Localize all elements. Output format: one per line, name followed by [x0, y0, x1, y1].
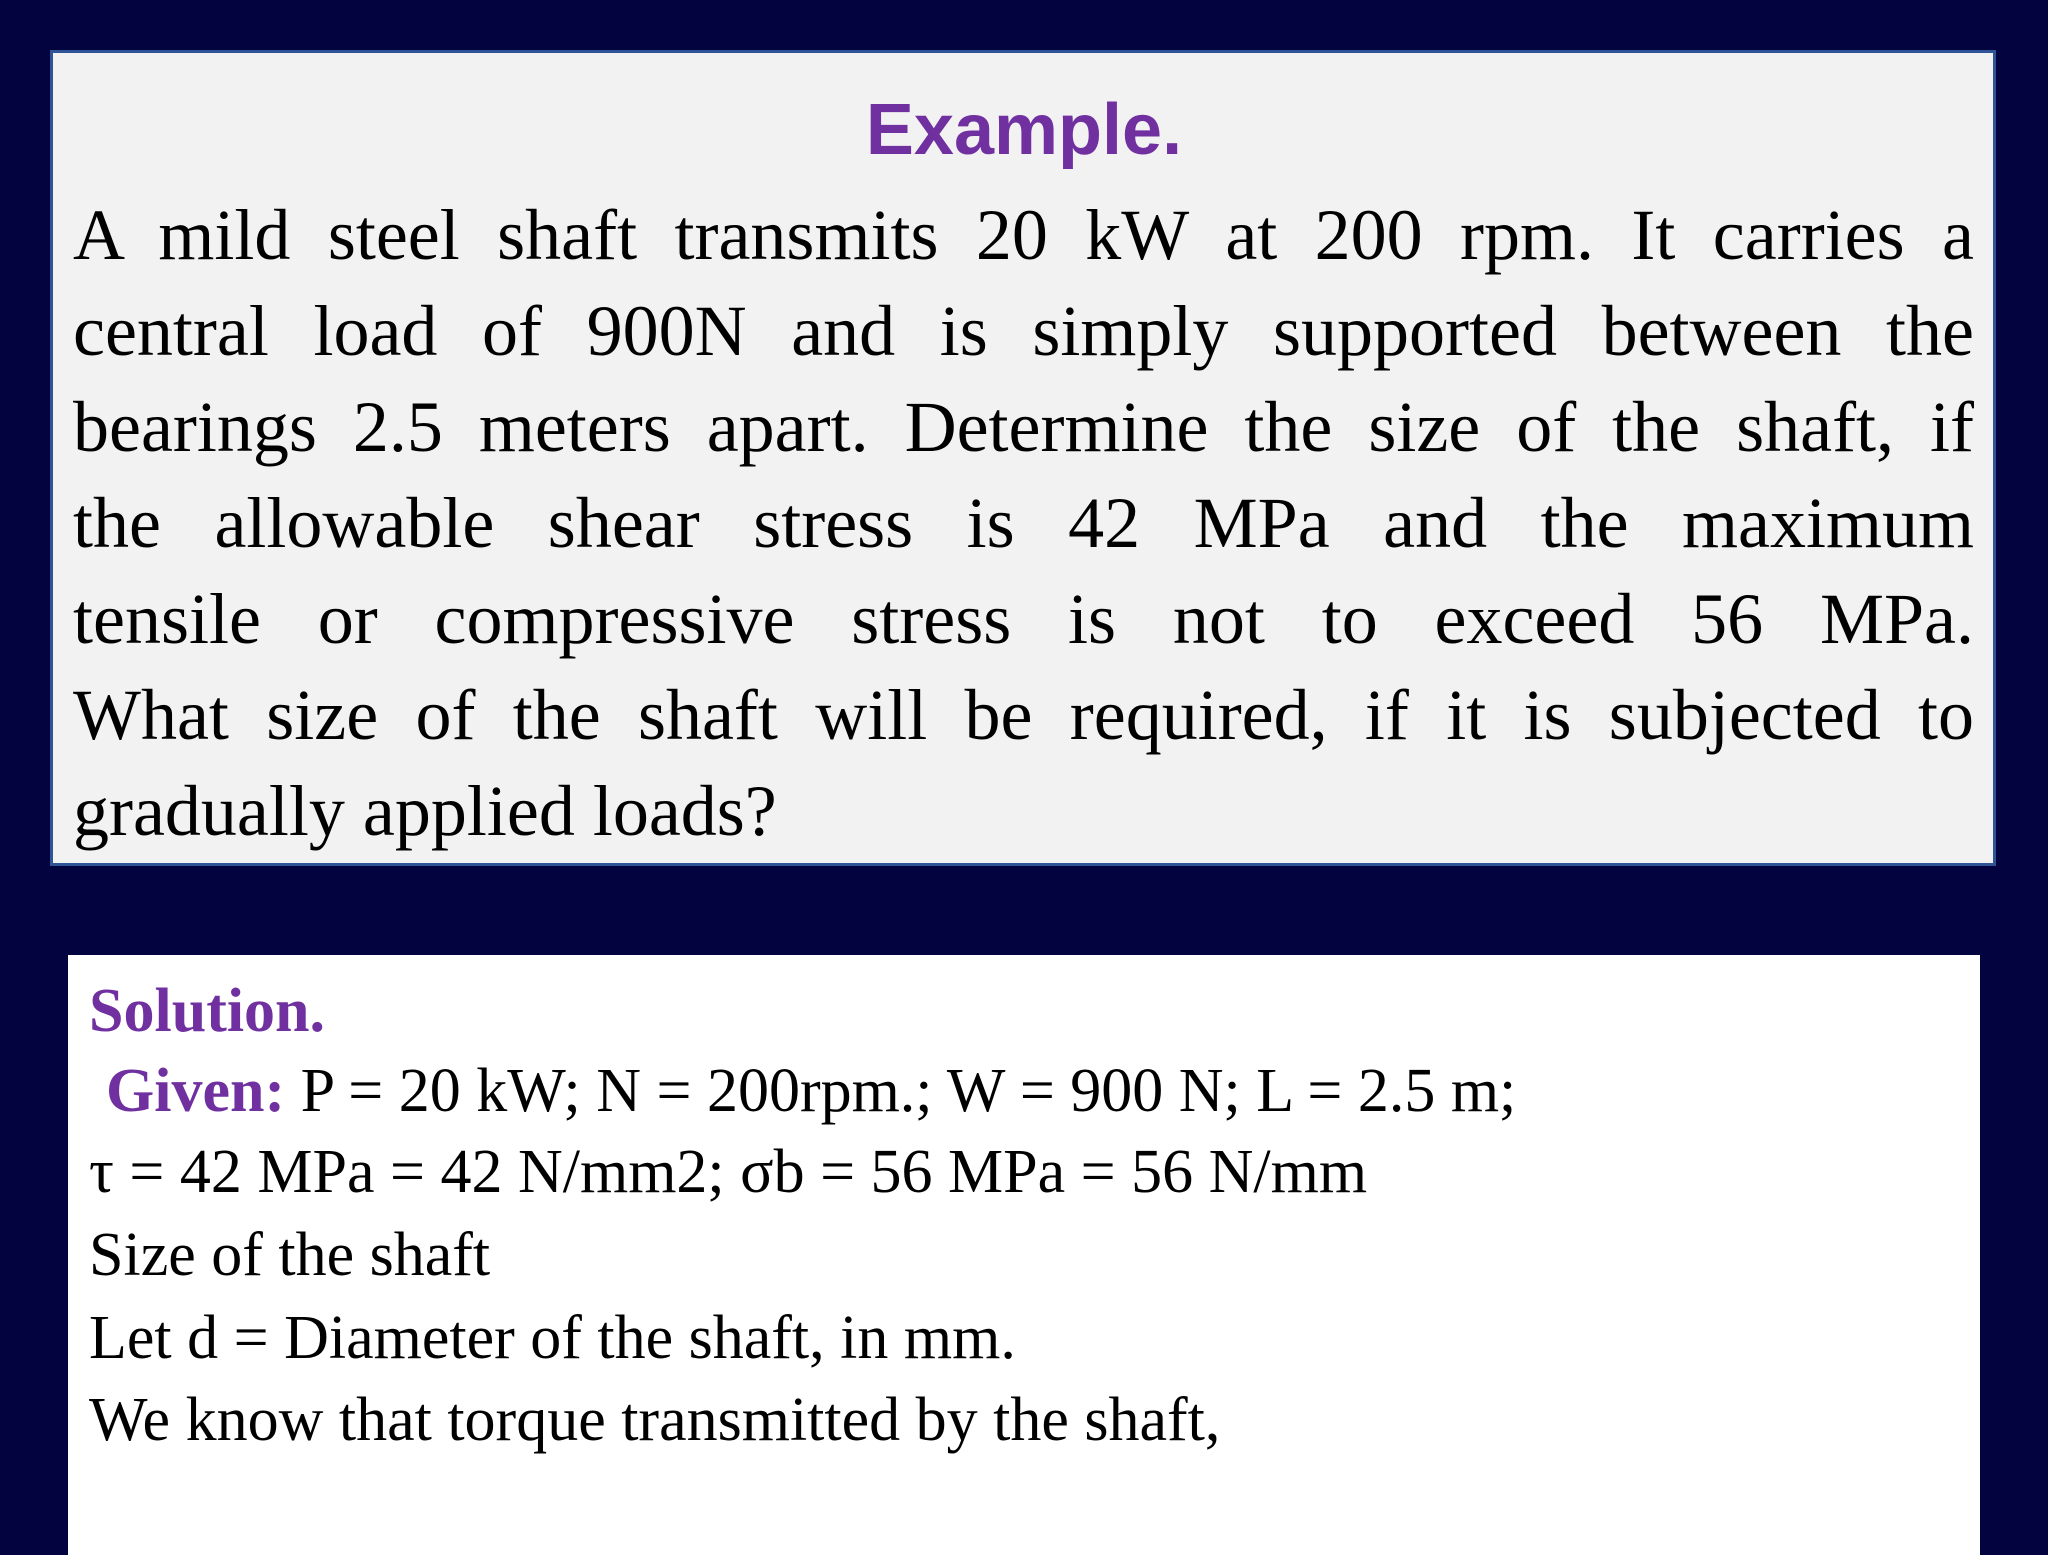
example-title: Example. — [865, 90, 1183, 170]
example-text-line: gradually applied loads? — [73, 771, 777, 851]
section-heading: Size of the shaft — [89, 1221, 491, 1289]
example-text-line: bearings 2.5 meters apart. Determine the size of the shaft, if — [73, 387, 1974, 467]
example-text-line: What size of the shaft will be required, if it is subjected to — [73, 675, 1974, 755]
torque-statement: We know that torque transmitted by the shaft, — [89, 1386, 1221, 1454]
example-text-line: the allowable shear stress is 42 MPa and the maximum — [73, 483, 1974, 563]
example-text-line: A mild steel shaft transmits 20 kW at 200 rpm. It carries a — [73, 195, 1974, 275]
example-text-line: central load of 900N and is simply supported between the — [73, 291, 1974, 371]
given-label: Given: — [106, 1057, 286, 1125]
diameter-definition: Let d = Diameter of the shaft, in mm. — [89, 1304, 1016, 1372]
stress-values-line: τ = 42 MPa = 42 N/mm2; σb = 56 MPa = 56 N/mm — [89, 1138, 1368, 1206]
given-values: P = 20 kW; N = 200rpm.; W = 900 N; L = 2.5 m; — [285, 1057, 1517, 1125]
example-text-line: tensile or compressive stress is not to exceed 56 MPa. — [73, 579, 1974, 659]
solution-heading: Solution. — [89, 977, 326, 1045]
given-line — [106, 1050, 1516, 1132]
